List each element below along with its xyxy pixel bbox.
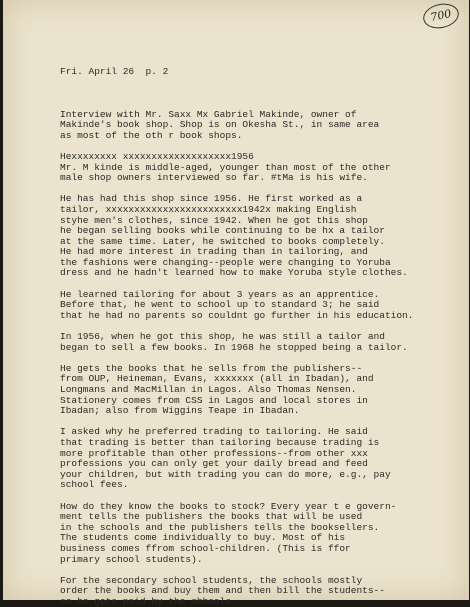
text-line: your children, but with trading you can do more, e.g., pay: [60, 469, 391, 480]
text-line: that trading is better than tailoring because trading is: [60, 437, 380, 448]
paragraph: [60, 576, 460, 607]
paragraph-gap: [60, 321, 460, 332]
text-line: ment tells the publishers the books that will be used: [60, 512, 363, 523]
text-line: He had more interest in trading than in tailoring, and: [60, 247, 368, 258]
page-number-mark: 700: [421, 1, 461, 32]
paragraph-gap: [60, 417, 460, 428]
text-line: male shop owners interviewed so far. #tMa is his wife.: [60, 173, 368, 184]
text-line: as most of the oth r book shops.: [60, 130, 243, 141]
typed-page: [3, 0, 469, 607]
paragraph: [60, 332, 460, 353]
text-line: The students come individually to buy. Most of his: [60, 533, 346, 544]
paragraph-gap: [60, 184, 460, 195]
text-line: school fees.: [60, 480, 129, 491]
text-line: dress and he hadn't learned how to make Yoruba style clothes.: [60, 268, 408, 279]
paragraph: [60, 502, 460, 566]
text-line: more profitable than other professions--from other xxx: [60, 448, 368, 459]
text-line: Interview with Mr. Saxx Mx Gabriel Makinde, owner of: [60, 109, 357, 120]
paragraph-gap: [60, 565, 460, 576]
page-header: Fri. April 26 p. 2: [60, 67, 169, 78]
paragraph-gap: [60, 353, 460, 364]
paragraph: [60, 427, 460, 491]
text-line: Makinde's book shop. Shop is on Okesha St., in same area: [60, 120, 380, 131]
text-line: Stationery comes from CSS in Lagos and local stores in: [60, 395, 368, 406]
text-line: Longmans and MacMillan in Lagos. Also Thomas Nensen.: [60, 385, 357, 395]
text-line: in the schools and the publishers tells the booksellers.: [60, 522, 380, 533]
text-line: from OUP, Heineman, Evans, xxxxxxx (all in Ibadan), and: [60, 374, 374, 385]
paragraph: [60, 364, 460, 417]
paragraph: [60, 290, 460, 322]
text-line: He learned tailoring for about 3 years as an apprentice.: [60, 289, 380, 300]
paragraph: [60, 152, 460, 184]
text-line: the fashions were changing--people were changing to Yoruba: [60, 257, 391, 268]
text-line: He has had this shop since 1956. He first worked as a: [60, 194, 363, 205]
text-line: In 1956, when he got this shop, he was still a tailor and: [60, 332, 385, 343]
text-line: order the books and buy them and then bill the students--: [60, 586, 385, 597]
text-line: that he had no parents so couldnt go further in his education.: [60, 310, 414, 321]
text-line: For the secondary school students, the schools mostly: [60, 575, 363, 586]
paragraph-gap: [60, 279, 460, 290]
text-line: How do they know the books to stock? Every year t e govern-: [60, 501, 397, 512]
text-line: Before that, he went to school up to standard 3; he said: [60, 300, 380, 311]
paragraph: [60, 110, 460, 142]
text-line: at the same time. Later, he switched to books completely.: [60, 236, 385, 247]
text-line: Ibadan; also from Wiggins Teape in Ibadan.: [60, 406, 300, 417]
text-line: business comes ffrom school-children. (This is ffor: [60, 543, 351, 554]
text-line: styhe men's clothes, since 1942. When he got this shop: [60, 215, 368, 226]
text-line: Hexxxxxxxx xxxxxxxxxxxxxxxxxxx1956: [60, 151, 254, 162]
text-line: professions you can only get your daily bread and feed: [60, 459, 368, 470]
text-line: primary school students).: [60, 554, 203, 565]
typed-text-body: [60, 46, 460, 607]
paragraph-gap: [60, 491, 460, 502]
text-line: tailor, xxxxxxxxxxxxxxxxxxxxxxxx1942x making English: [60, 204, 357, 215]
paragraph: [60, 194, 460, 279]
text-line: I asked why he preferred trading to tailoring. He said: [60, 427, 368, 438]
text-line: Mr. M kinde is middle-aged, younger than most of the other: [60, 162, 391, 173]
text-line: so he gets paid by the shhools.: [60, 596, 237, 607]
text-line: He gets the books that he sells from the publishers--: [60, 363, 363, 374]
text-line: began to sell a few books. In 1968 he stopped being a tailor.: [60, 342, 408, 353]
text-line: he began selling books while continuing to be hx a tailor: [60, 226, 385, 237]
paragraph-gap: [60, 141, 460, 152]
